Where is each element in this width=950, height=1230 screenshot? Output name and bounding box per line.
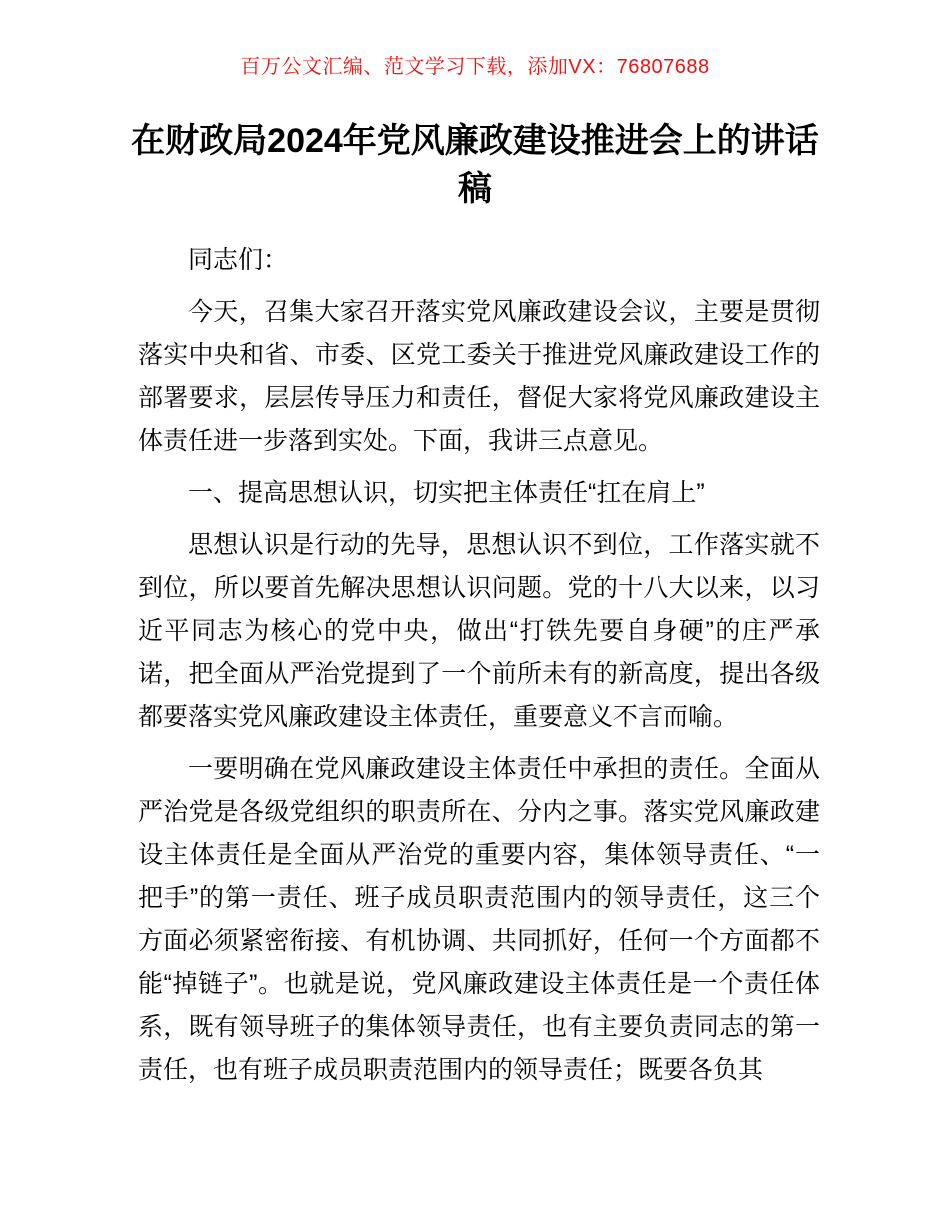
paragraph: 一要明确在党风廉政建设主体责任中承担的责任。全面从严治党是各级党组织的职责所在、分内之事。落实党风廉政建设主体责任是全面从严治党的重要内容，集体领导责任、“一把手”的第一责任、班子成员职责范围内的领导责任，这三个方面必须紧密衔接、有机协调、共同抓好，任何一个方面都不能“掉链子”。也就是说，党风廉政建设主体责任是一个责任体系，既有领导班子的集体领导责任，也有主要负责同志的第一责任，也有班子成员职责范围内的领导责任；既要各负其 [138,755,820,1084]
promo-banner: 百万公文汇编、范文学习下载，添加VX：76807688 [240,56,710,78]
document-body [138,239,820,1092]
document-title: 在财政局2024年党风廉政建设推进会上的讲话稿 [131,122,819,208]
paragraph: 思想认识是行动的先导，思想认识不到位，工作落实就不到位，所以要首先解决思想认识问题。党的十八大以来，以习近平同志为核心的党中央，做出“打铁先要自身硬”的庄严承诺，把全面从严治党提到了一个前所未有的新高度，提出各级都要落实党风廉政建设主体责任，重要意义不言而喻。 [138,531,820,731]
paragraph: 同志们： [188,246,289,274]
paragraph: 今天，召集大家召开落实党风廉政建设会议，主要是贯彻落实中央和省、市委、区党工委关于推进党风廉政建设工作的部署要求，层层传导压力和责任，督促大家将党风廉政建设主体责任进一步落到实处。下面，我讲三点意见。 [138,298,820,455]
section-heading: 一、提高思想认识，切实把主体责任“扛在肩上” [188,479,705,507]
